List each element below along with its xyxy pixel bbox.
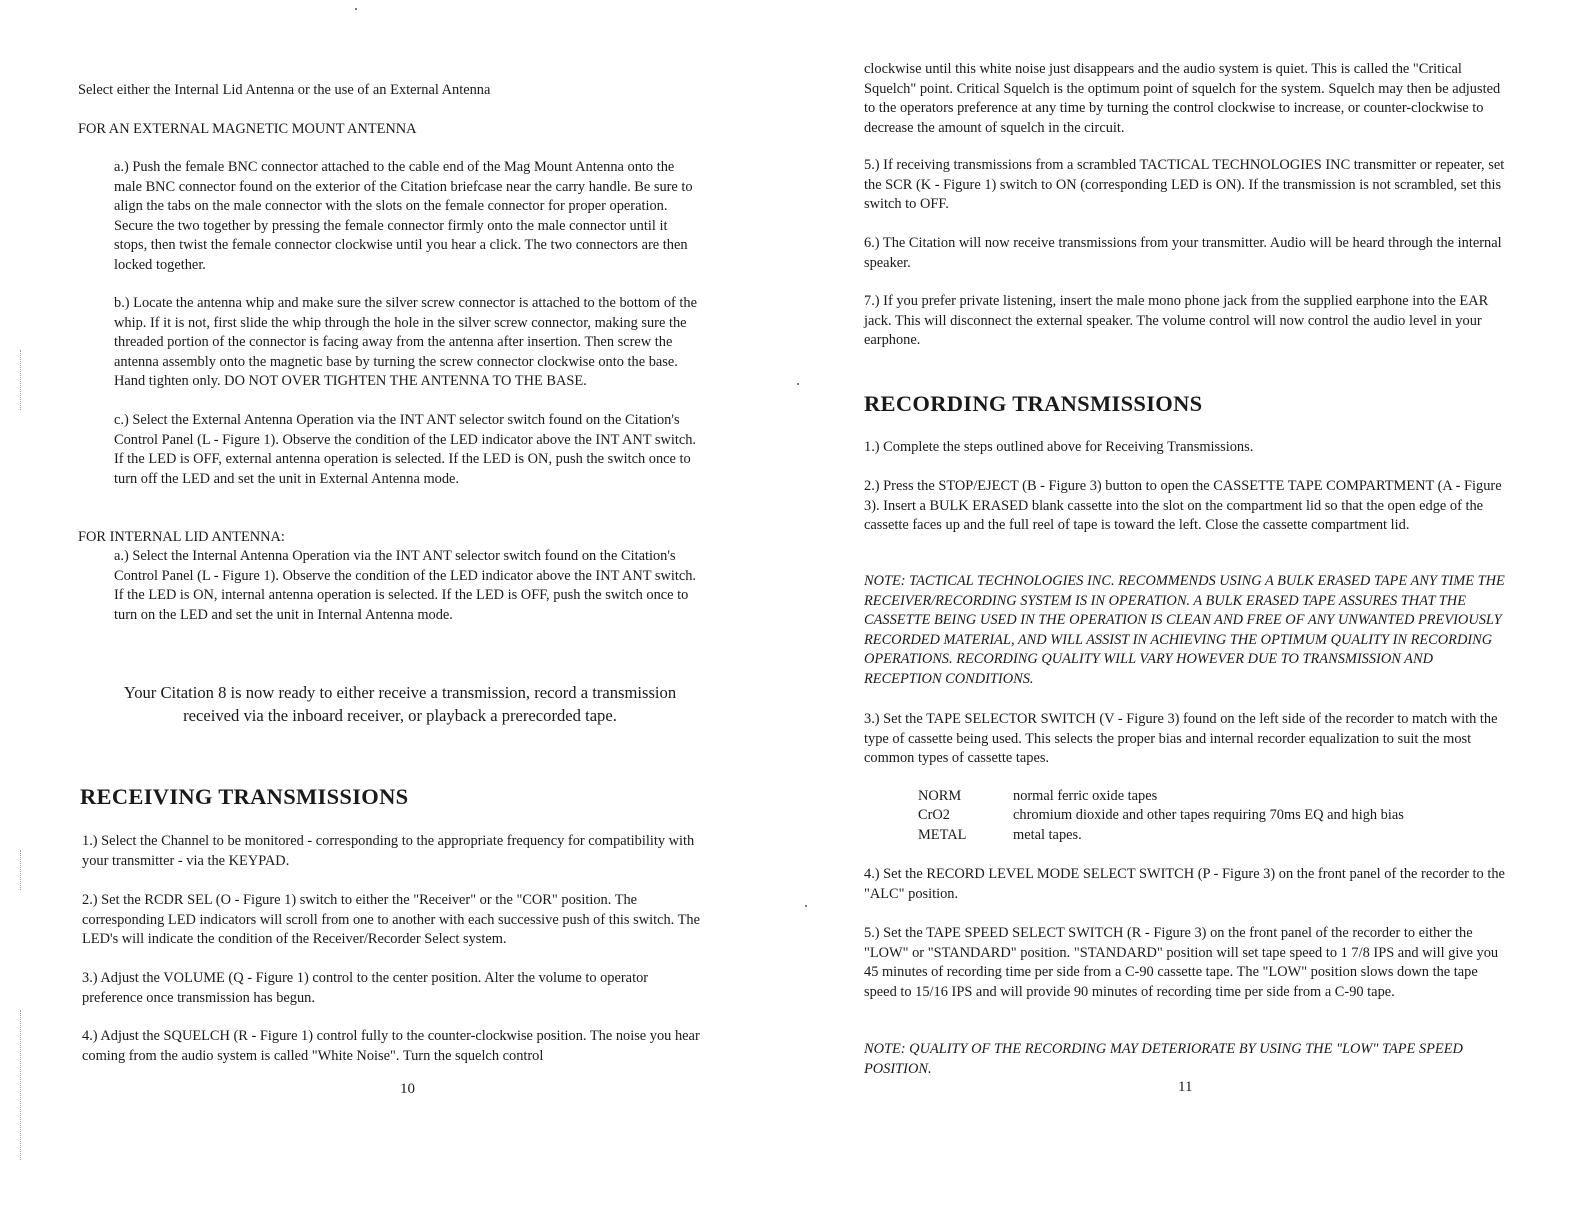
receiving-step-2: 2.) Set the RCDR SEL (O - Figure 1) switch to either the "Receiver" or the "COR" position. The corresponding LED indicators will scroll from one to another with each successive push of this switch. The LED's will indicate the condition of the Receiver/Recorder Select system. bbox=[82, 892, 700, 948]
internal-step-a: a.) Select the Internal Antenna Operation via the INT ANT selector switch found on the Citation's Control Panel (L - Figure 1). Observe the condition of the LED indicator above the INT ANT switch. If the LED is ON, internal antenna operation is selected. If the LED is OFF, push the switch once to turn on the LED and set the unit in Internal Antenna mode. bbox=[114, 548, 697, 623]
tape-description: chromium dioxide and other tapes requiring 70ms EQ and high bias bbox=[1013, 807, 1404, 824]
scan-edge-mark bbox=[20, 350, 21, 410]
ready-line-1: Your Citation 8 is now ready to either receive a transmission, record a transmission bbox=[123, 683, 677, 702]
recording-step-1: 1.) Complete the steps outlined above for Receiving Transmissions. bbox=[864, 439, 1254, 455]
external-step-c: c.) Select the External Antenna Operation via the INT ANT selector switch found on the Citation's Control Panel (L - Figure 1). Observe the condition of the LED indicator above the INT ANT switch. If the LED is OFF, external antenna operation is selected. If the LED is ON, push the switch once to turn off the LED and set the unit in External Antenna mode. bbox=[114, 412, 697, 487]
tape-type: CrO2 bbox=[918, 807, 950, 824]
receiving-step-1: 1.) Select the Channel to be monitored - corresponding to the appropriate frequency for compatibility with your transmitter - via the KEYPAD. bbox=[82, 833, 695, 869]
recording-step-4: 4.) Set the RECORD LEVEL MODE SELECT SWITCH (P - Figure 3) on the front panel of the recorder to the "ALC" position. bbox=[864, 866, 1505, 902]
scan-edge-mark bbox=[20, 850, 21, 890]
intro-text: Select either the Internal Lid Antenna or the use of an External Antenna bbox=[78, 82, 491, 98]
tape-description: metal tapes. bbox=[1013, 826, 1082, 843]
external-step-b: b.) Locate the antenna whip and make sure the silver screw connector is attached to the bottom of the whip. If it is not, first slide the whip through the hole in the silver screw connector, making sure the threaded portion of the connector is facing away from the antenna after insertion. Then screw the antenna assembly onto the magnetic base by turning the screw connector clockwise onto the base. Hand tighten only. DO NOT OVER TIGHTEN THE ANTENNA TO THE BASE. bbox=[114, 295, 698, 390]
tape-type: METAL bbox=[918, 826, 967, 843]
scan-dot bbox=[797, 383, 799, 385]
bulk-erase-note: NOTE: TACTICAL TECHNOLOGIES INC. RECOMMENDS USING A BULK ERASED TAPE ANY TIME THE RECEIVER/RECORDING SYSTEM IS IN OPERATION. A BULK ERASED TAPE ASSURES THAT THE CASSETTE BEING USED IN THE OPERATION IS CLEAN AND FREE OF ANY UNWANTED PREVIOUSLY RECORDED MATERIAL, AND WILL ASSIST IN ACHIEVING THE OPTIMUM QUALITY IN RECORDING OPERATIONS. RECORDING QUALITY WILL VARY HOWEVER DUE TO TRANSMISSION AND RECEPTION CONDITIONS. bbox=[864, 573, 1505, 687]
tape-description: normal ferric oxide tapes bbox=[1013, 788, 1158, 804]
scan-dot bbox=[805, 905, 807, 907]
table-row bbox=[918, 826, 1404, 845]
external-antenna-heading: FOR AN EXTERNAL MAGNETIC MOUNT ANTENNA bbox=[78, 121, 417, 137]
page-number-right: 11 bbox=[1178, 1079, 1193, 1095]
recording-step-2: 2.) Press the STOP/EJECT (B - Figure 3) button to open the CASSETTE TAPE COMPARTMENT (A - Figure 3). Insert a BULK ERASED blank cassette into the slot on the compartment lid so that the open edge of the cassette faces up and the full reel of tape is toward the left. Close the cassette compartment lid. bbox=[864, 478, 1502, 534]
scan-edge-mark bbox=[20, 1010, 21, 1160]
receiving-step-3: 3.) Adjust the VOLUME (Q - Figure 1) control to the center position. Alter the volume to operator preference once transmission has begun. bbox=[82, 970, 649, 1006]
receiving-step-7: 7.) If you prefer private listening, insert the male mono phone jack from the supplied earphone into the EAR jack. This will disconnect the external speaker. The volume control will now control the audio level in your earphone. bbox=[864, 293, 1489, 349]
recording-step-5: 5.) Set the TAPE SPEED SELECT SWITCH (R - Figure 3) on the front panel of the recorder to either the "LOW" or "STANDARD" position. "STANDARD" position will set tape speed to 1 7/8 IPS and will give you 45 minutes of recording time per side from a C-90 cassette tape. The "LOW" position slows down the tape speed to 15/16 IPS and will provide 90 minutes of recording time per side from a C-90 tape. bbox=[864, 925, 1499, 1000]
receiving-step-4: 4.) Adjust the SQUELCH (R - Figure 1) control fully to the counter-clockwise position. The noise you hear coming from the audio system is called "White Noise". Turn the squelch control bbox=[82, 1028, 700, 1064]
scan-dot bbox=[355, 8, 357, 10]
page-number-left: 10 bbox=[400, 1081, 415, 1097]
recording-step-3: 3.) Set the TAPE SELECTOR SWITCH (V - Figure 3) found on the left side of the recorder to match with the type of cassette being used. This selects the proper bias and internal recorder equalization to suit the most common types of cassette tapes. bbox=[864, 711, 1498, 767]
receiving-title: RECEIVING TRANSMISSIONS bbox=[80, 784, 409, 809]
table-row bbox=[918, 787, 1404, 806]
table-row bbox=[918, 806, 1404, 825]
receiving-step-6: 6.) The Citation will now receive transmissions from your transmitter. Audio will be heard through the internal speaker. bbox=[864, 235, 1502, 271]
tape-speed-note: NOTE: QUALITY OF THE RECORDING MAY DETERIORATE BY USING THE "LOW" TAPE SPEED POSITION. bbox=[864, 1041, 1463, 1077]
external-step-a: a.) Push the female BNC connector attached to the cable end of the Mag Mount Antenna onto the male BNC connector found on the exterior of the Citation briefcase near the carry handle. Be sure to align the tabs on the male connector with the slots on the female connector for proper operation. Secure the two together by pressing the female connector firmly onto the male connector until it stops, then twist the female connector clockwise until you hear a click. The two connectors are then locked together. bbox=[114, 159, 693, 273]
squelch-continuation: clockwise until this white noise just disappears and the audio system is quiet. This is called the "Critical Squelch" point. Critical Squelch is the optimum point of squelch for the system. Squelch may then be adjusted to the operators preference at any time by turning the control clockwise to increase, or counter-clockwise to decrease the amount of squelch in the circuit. bbox=[864, 61, 1501, 136]
receiving-step-5: 5.) If receiving transmissions from a scrambled TACTICAL TECHNOLOGIES INC transmitter or repeater, set the SCR (K - Figure 1) switch to ON (corresponding LED is ON). If the transmission is not scrambled, set this switch to OFF. bbox=[864, 157, 1505, 213]
ready-line-2: received via the inboard receiver, or playback a prerecorded tape. bbox=[183, 706, 617, 725]
recording-title: RECORDING TRANSMISSIONS bbox=[864, 391, 1203, 416]
tape-type-table bbox=[918, 787, 1404, 845]
tape-type: NORM bbox=[918, 788, 962, 804]
internal-antenna-heading: FOR INTERNAL LID ANTENNA: bbox=[78, 529, 285, 545]
